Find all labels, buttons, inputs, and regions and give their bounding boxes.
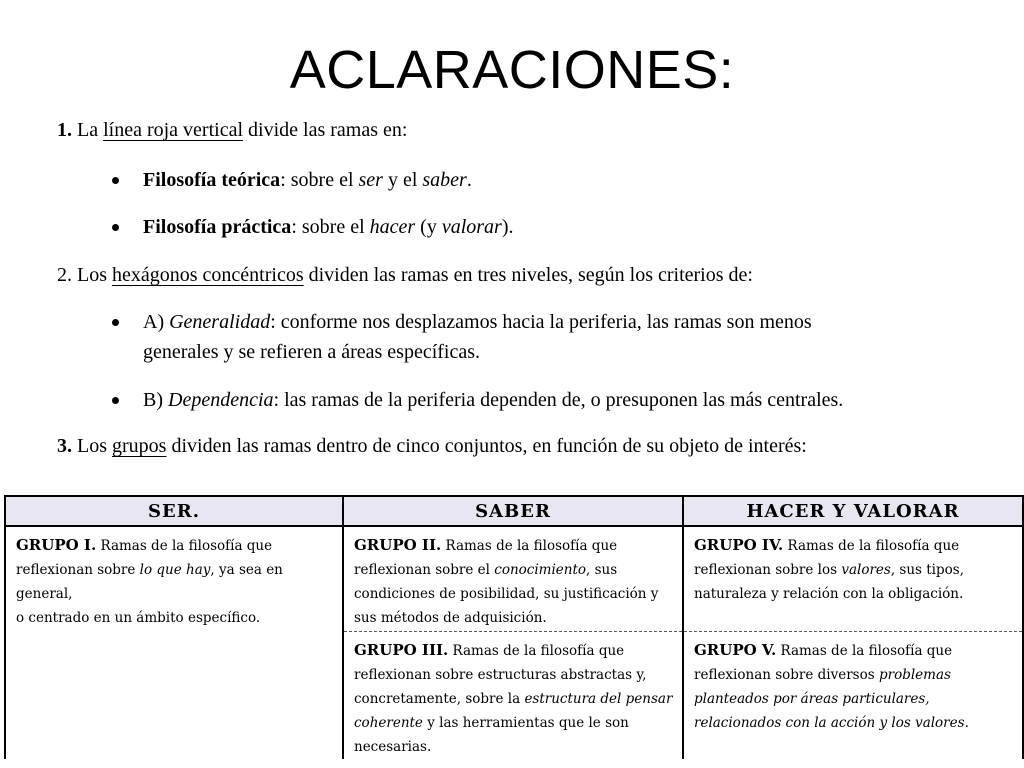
group-text: Ramas de la filosofía que [776, 643, 953, 659]
bullet-dependencia [143, 385, 843, 415]
bullet-text: . [466, 169, 472, 191]
cell-grupo-5 [683, 632, 1023, 760]
group-text: necesarias. [354, 739, 432, 755]
header-ser: SER. [5, 496, 343, 526]
group-text: reflexionan sobre diversos [694, 667, 879, 683]
item-1-number: 1. [57, 119, 72, 141]
group-italic: valores [841, 562, 891, 578]
bullet-text: A) [143, 311, 170, 333]
page-title: ACLARACIONES: [289, 40, 735, 100]
group-text: concretamente, sobre la [354, 691, 525, 707]
item-3-number: 3. [57, 435, 72, 457]
group-text: . [964, 715, 969, 731]
group-text: , sus tipos, [890, 562, 964, 578]
bullet-generalidad [143, 307, 812, 367]
group-title: GRUPO III. [354, 641, 449, 659]
bullet-text: : conforme nos desplazamos hacia la periferia, las ramas son menos [270, 311, 812, 333]
bullet-italic: Generalidad [169, 311, 271, 333]
group-text: , ya sea en general, [16, 562, 283, 602]
bullet-text: B) [143, 389, 168, 411]
group-italic: estructura del pensar [524, 691, 673, 707]
item-2-underlined: hexágonos concéntricos [112, 264, 304, 286]
item-1 [57, 117, 407, 143]
item-2-post: dividen las ramas en tres niveles, según los criterios de: [303, 264, 753, 286]
group-text: reflexionan sobre [16, 562, 140, 578]
group-italic: coherente [354, 715, 423, 731]
item-1-pre: La [72, 119, 104, 141]
group-text: Ramas de la filosofía que [96, 538, 273, 554]
group-text: naturaleza y relación con la obligación. [694, 586, 964, 602]
item-1-underlined: línea roja vertical [103, 119, 244, 141]
bullet-italic: Dependencia [168, 389, 274, 411]
cell-grupo-1 [5, 526, 343, 759]
bullet-text: y el [382, 169, 423, 191]
item-3-post: dividen las ramas dentro de cinco conjuntos, en función de su objeto de interés: [166, 435, 807, 457]
group-title: GRUPO I. [16, 536, 97, 554]
header-hacer-valorar: HACER Y VALORAR [683, 496, 1023, 526]
bullet-text-line-2: generales y se refieren a áreas específicas. [143, 341, 481, 363]
bullet-italic: valorar [441, 216, 502, 238]
group-text: , sus [586, 562, 618, 578]
item-3-pre: Los [72, 435, 112, 457]
item-1-post: divide las ramas en: [243, 119, 408, 141]
group-text: sus métodos de adquisición. [354, 610, 547, 626]
bullet-text: : sobre el [280, 169, 359, 191]
group-text: reflexionan sobre estructuras abstractas y, [354, 667, 647, 683]
bullet-text: : sobre el [291, 216, 370, 238]
group-text: Ramas de la filosofía que [448, 643, 625, 659]
cell-grupo-3 [343, 632, 683, 760]
group-text: reflexionan sobre los [694, 562, 842, 578]
bullet-text: ). [501, 216, 514, 238]
bullet-text: : las ramas de la periferia dependen de, o presuponen las más centrales. [273, 389, 844, 411]
bullet-italic: saber [422, 169, 467, 191]
group-text: y las herramientas que le son [422, 715, 629, 731]
bullet-italic: hacer [369, 216, 416, 238]
group-text: reflexionan sobre el [354, 562, 495, 578]
group-italic: problemas [878, 667, 951, 683]
groups-table [4, 495, 1024, 759]
bullet-teorica [143, 165, 472, 195]
group-text: condiciones de posibilidad, su justificación y [354, 586, 659, 602]
item-3 [57, 433, 807, 459]
bullet-practica [143, 212, 514, 242]
group-title: GRUPO IV. [694, 536, 784, 554]
group-title: GRUPO II. [354, 536, 442, 554]
bullet-italic: ser [358, 169, 383, 191]
bullet-bold: Filosofía teórica [143, 169, 281, 191]
group-title: GRUPO V. [694, 641, 777, 659]
bullet-bold: Filosofía práctica [143, 216, 292, 238]
bullet-text: (y [415, 216, 442, 238]
group-italic: relacionados con la acción y los valores [694, 715, 965, 731]
header-saber: SABER [343, 496, 683, 526]
group-text: Ramas de la filosofía que [783, 538, 960, 554]
group-italic: planteados por áreas particulares, [694, 691, 930, 707]
item-2-number: 2. [57, 264, 72, 286]
item-2 [57, 262, 753, 288]
group-text: o centrado en un ámbito específico. [16, 610, 261, 626]
cell-grupo-2 [343, 526, 683, 632]
group-italic: lo que hay [139, 562, 211, 578]
item-3-underlined: grupos [112, 435, 167, 457]
item-2-pre: Los [72, 264, 112, 286]
group-italic: conocimiento [494, 562, 587, 578]
group-text: Ramas de la filosofía que [441, 538, 618, 554]
cell-grupo-4 [683, 526, 1023, 632]
